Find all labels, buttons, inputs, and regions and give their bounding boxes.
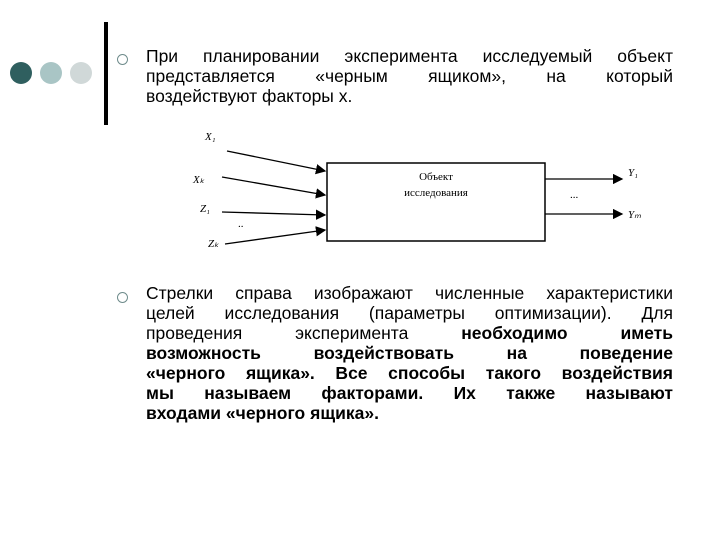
box-label-1: Объект	[419, 171, 453, 183]
output-dots: ...	[570, 189, 579, 201]
input-dots: ..	[238, 218, 244, 230]
bullet-2-icon	[117, 292, 128, 303]
input-label-x1: X₁	[205, 131, 216, 143]
paragraph-1-line-2: представляется «черным ящиком», на который	[146, 66, 673, 86]
paragraph-1-line-3: воздействуют факторы x.	[146, 86, 353, 106]
output-label-y1: Y₁	[628, 167, 638, 179]
paragraph-2-line-1: Стрелки справа изображают численные характеристики	[146, 283, 673, 303]
paragraph-1-line-1: При планировании эксперимента исследуемый объект	[146, 46, 673, 66]
output-label-ym: Yₘ	[628, 209, 641, 221]
paragraph-2-line-3-bold: необходимо иметь	[461, 323, 673, 343]
input-label-z1: Z₁	[200, 203, 210, 215]
paragraph-2-line-4: возможность воздействовать на поведение	[146, 343, 673, 363]
paragraph-2-line-7: входами «черного ящика».	[146, 403, 379, 423]
paragraph-2-line-6: мы называем факторами. Их также называют	[146, 383, 673, 403]
paragraph-2-line-5: «черного ящика». Все способы такого воздействия	[146, 363, 673, 383]
box-label-2: исследования	[404, 187, 468, 199]
paragraph-2-line-3-normal: проведения эксперимента	[146, 323, 462, 343]
input-label-zk: Zₖ	[208, 238, 219, 250]
paragraph-2-line-2: целей исследования (параметры оптимизации). Для	[146, 303, 673, 323]
paragraph-2	[146, 283, 673, 423]
input-arrow-x1	[227, 151, 325, 171]
paragraph-2-line-3	[146, 323, 673, 343]
input-arrow-xk	[222, 177, 325, 195]
input-label-xk: Xₖ	[193, 174, 205, 186]
input-arrow-zk	[225, 230, 325, 244]
input-arrow-z1	[222, 212, 325, 215]
